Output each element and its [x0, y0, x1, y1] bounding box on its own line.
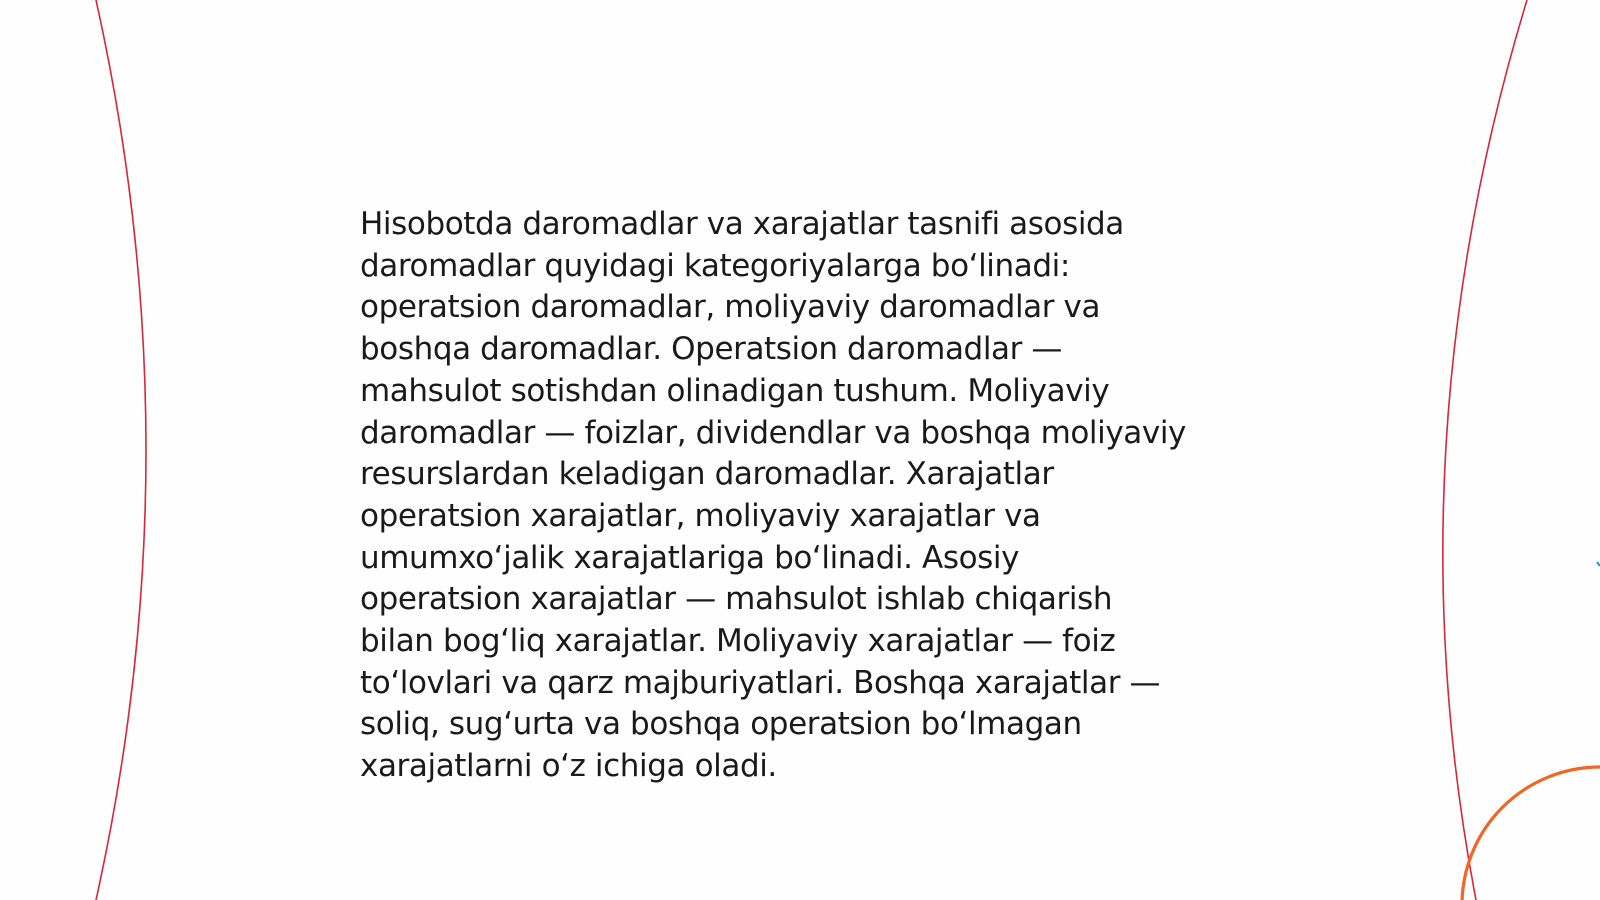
paragraph-line: Hisobotda daromadlar va xarajatlar tasnifi asosida	[360, 206, 1124, 242]
paragraph-line: resurslardan keladigan daromadlar. Xarajatlar	[360, 456, 1054, 493]
paragraph-line: operatsion xarajatlar — mahsulot ishlab chiqarish	[360, 581, 1113, 618]
left-arc-line	[96, 0, 146, 900]
paragraph-line: daromadlar quyidagi kategoriyalarga boʻlinadi:	[360, 247, 1070, 284]
corner-circle-outline	[1462, 767, 1600, 900]
paragraph-line: operatsion xarajatlar, moliyaviy xarajatlar va	[360, 497, 1041, 534]
paragraph-line: xarajatlarni oʻz ichiga oladi.	[360, 748, 777, 785]
paragraph-line: mahsulot sotishdan olinadigan tushum. Moliyaviy	[360, 372, 1110, 409]
body-paragraph	[360, 204, 1260, 788]
paragraph-line: operatsion daromadlar, moliyaviy daromadlar va	[360, 289, 1101, 326]
paragraph-line: soliq, sugʻurta va boshqa operatsion boʻlmagan	[360, 706, 1082, 743]
paragraph-line: toʻlovlari va qarz majburiyatlari. Boshqa xarajatlar —	[360, 664, 1161, 701]
paragraph-line: boshqa daromadlar. Operatsion daromadlar —	[360, 331, 1063, 368]
paragraph-line: umumxoʻjalik xarajatlariga boʻlinadi. Asosiy	[360, 539, 1020, 576]
paragraph-line: daromadlar — foizlar, dividendlar va boshqa moliyaviy	[360, 414, 1187, 451]
right-arc-line	[1443, 0, 1527, 900]
paragraph-line: bilan bogʻliq xarajatlar. Moliyaviy xarajatlar — foiz	[360, 623, 1116, 660]
